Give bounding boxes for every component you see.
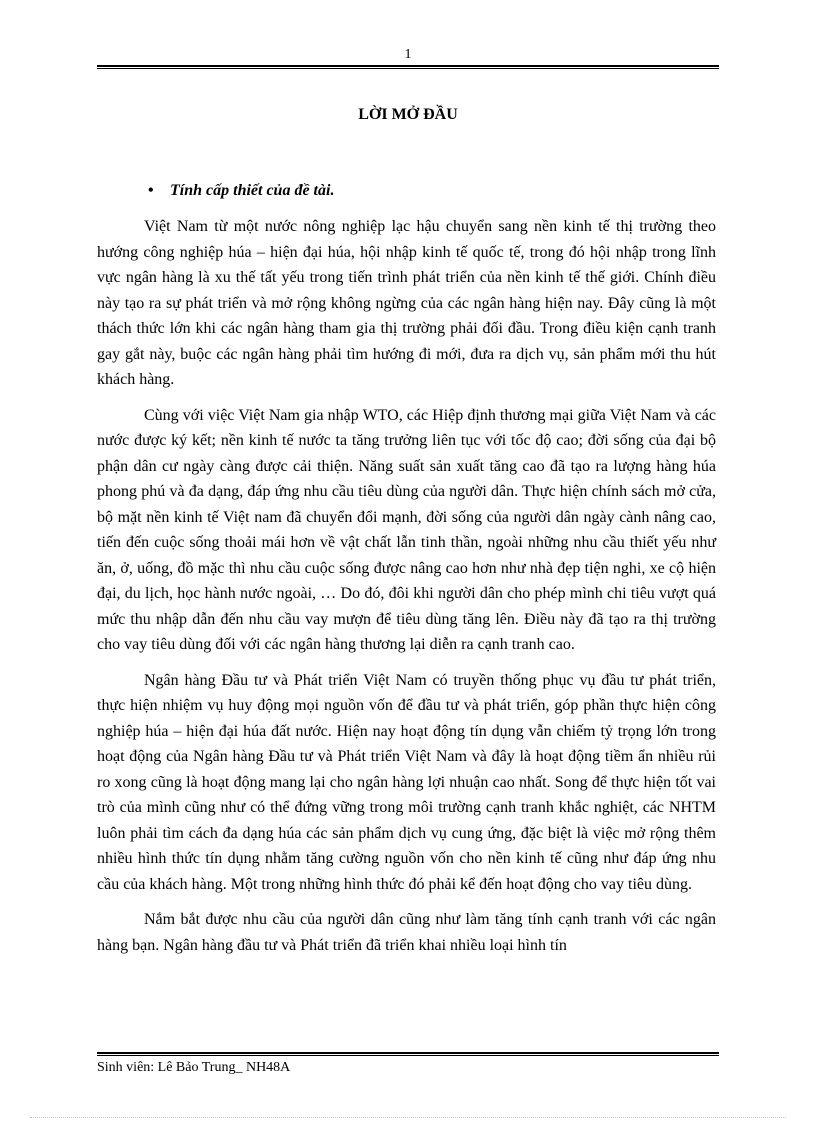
body-text (97, 214, 716, 968)
page-number: 1 (404, 47, 412, 62)
paragraph: Ngân hàng Đầu tư và Phát triển Việt Nam có truyền thống phục vụ đầu tư phát triển, thực hiện nhiệm vụ huy động mọi nguồn vốn để đầu tư và phát triển, góp phần thực hiện công nghiệp húa – hiện đại húa đất nước. Hiện nay hoạt động tín dụng vẫn chiếm tỷ trọng lớn trong hoạt động của Ngân hàng Đầu tư và Phát triển Việt Nam và đây là hoạt động tiềm ẩn nhiều rủi ro xong cũng là hoạt động mang lại cho ngân hàng lợi nhuận cao nhất. Song để thực hiện tốt vai trò của mình cũng như có thể đứng vững trong môi trường cạnh tranh khắc nghiệt, các NHTM luôn phải tìm cách đa dạng húa các sản phẩm dịch vụ cung ứng, đặc biệt là việc mở rộng thêm nhiều hình thức tín dụng nhằm tăng cường nguồn vốn cho nền kinh tế cũng như đáp ứng nhu cầu của khách hàng. Một trong những hình thức đó phải kể đến hoạt động cho vay tiêu dùng. (97, 671, 716, 893)
paragraph: Việt Nam từ một nước nông nghiệp lạc hậu chuyển sang nền kinh tế thị trường theo hướng công nghiệp húa – hiện đại húa, hội nhập kinh tế quốc tế, trong đó hội nhập trong lĩnh vực ngân hàng là xu thế tất yếu trong tiến trình phát triển của nền kinh tế thế giới. Chính điều này tạo ra sự phát triển và mở rộng không ngừng của các ngân hàng hiện nay. Đây cũng là một thách thức lớn khi các ngân hàng tham gia thị trường phải đối đầu. Trong điều kiện cạnh tranh gay gắt này, buộc các ngân hàng phải tìm hướng đi mới, đưa ra dịch vụ, sản phẩm mới thu hút khách hàng. (97, 218, 716, 388)
footer-student: Sinh viên: Lê Bảo Trung_ NH48A (97, 1060, 291, 1075)
paragraph: Nắm bắt được nhu cầu của người dân cũng như làm tăng tính cạnh tranh với các ngân hàng bạn. Ngân hàng đầu tư và Phát triển đã triển khai nhiều loại hình tín (97, 911, 716, 954)
header-rule (97, 65, 719, 69)
bullet-icon: • (148, 182, 154, 199)
document-title: LỜI MỞ ĐẦU (358, 106, 458, 123)
page-edge-divider (30, 1117, 786, 1118)
section-heading (148, 182, 334, 200)
section-heading-text: Tính cấp thiết của đề tài. (170, 182, 335, 199)
paragraph: Cùng với việc Việt Nam gia nhập WTO, các Hiệp định thương mại giữa Việt Nam và các nước được ký kết; nền kinh tế nước ta tăng trưởng liên tục với tốc độ cao; đời sống của đại bộ phận dân cư ngày càng được cải thiện. Năng suất sản xuất tăng cao đã tạo ra lượng hàng húa phong phú và đa dạng, đáp ứng nhu cầu tiêu dùng của người dân. Thực hiện chính sách mở cửa, bộ mặt nền kinh tế Việt nam đã chuyển đổi mạnh, đời sống của người dân ngày cành nâng cao, tiến đến cuộc sống thoải mái hơn về vật chất lẫn tinh thần, ngoài những nhu cầu thiết yếu như ăn, ở, uống, đồ mặc thì nhu cầu cuộc sống được nâng cao hơn như nhà đẹp tiện nghi, xe cộ hiện đại, du lịch, học hành nước ngoài, … Do đó, đôi khi người dân cho phép mình chi tiêu vượt quá mức thu nhập dẫn đến nhu cầu vay mượn để tiêu dùng tăng lên. Điều này đã tạo ra thị trường cho vay tiêu dùng đối với các ngân hàng thương lại diễn ra cạnh tranh cao. (97, 406, 716, 653)
footer-rule (97, 1052, 719, 1056)
